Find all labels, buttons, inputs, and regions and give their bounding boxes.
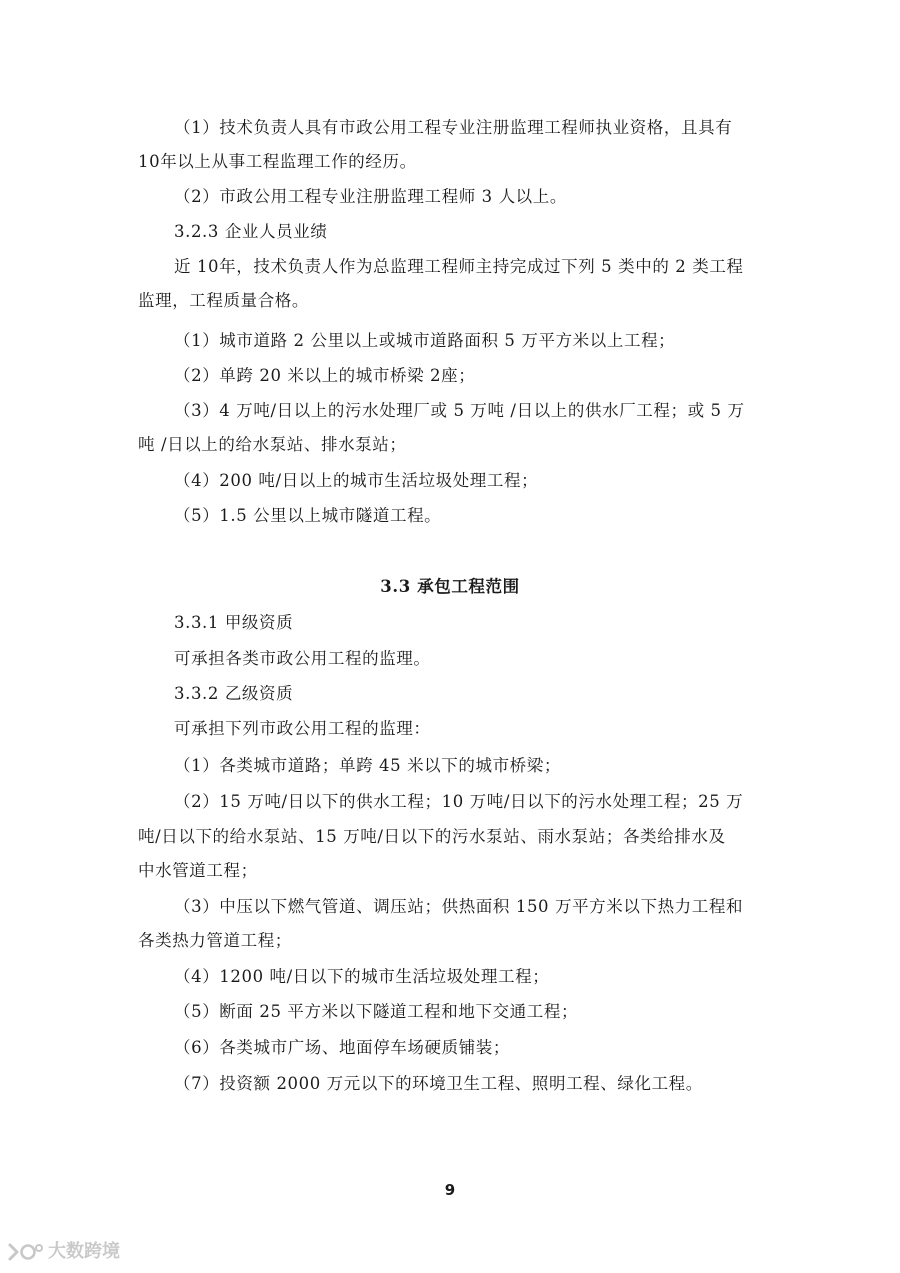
subsection-title: 3.3.1 甲级资质 bbox=[174, 613, 294, 632]
text-line: 各类热力管道工程； bbox=[138, 931, 292, 950]
text-line: 监理，工程质量合格。 bbox=[138, 291, 309, 310]
brand-logo-icon bbox=[6, 1241, 44, 1263]
subsection-title: 3.2.3 企业人员业绩 bbox=[174, 222, 328, 241]
list-item: （3）中压以下燃气管道、调压站；供热面积 150 万平方米以下热力工程和 bbox=[174, 897, 744, 916]
text-line: 近 10年，技术负责人作为总监理工程师主持完成过下列 5 类中的 2 类工程 bbox=[174, 257, 744, 276]
list-item: （2）单跨 20 米以上的城市桥梁 2座； bbox=[174, 366, 476, 385]
list-item: （1）城市道路 2 公里以上或城市道路面积 5 万平方米以上工程； bbox=[174, 331, 676, 350]
list-item: （4）1200 吨/日以下的城市生活垃圾处理工程； bbox=[174, 967, 550, 986]
watermark bbox=[6, 1240, 120, 1264]
list-item: （1）各类城市道路；单跨 45 米以下的城市桥梁； bbox=[174, 756, 561, 775]
section-heading: 3.3 承包工程范围 bbox=[380, 577, 520, 596]
text-line: （1）技术负责人具有市政公用工程专业注册监理工程师执业资格，且具有 bbox=[174, 118, 733, 137]
list-item: （7）投资额 2000 万元以下的环境卫生工程、照明工程、绿化工程。 bbox=[174, 1074, 703, 1093]
list-item: （5）1.5 公里以上城市隧道工程。 bbox=[174, 506, 442, 525]
text-line: （2）市政公用工程专业注册监理工程师 3 人以上。 bbox=[174, 187, 567, 206]
list-item: （2）15 万吨/日以下的供水工程；10 万吨/日以下的污水处理工程；25 万 bbox=[174, 792, 744, 811]
list-item: （5）断面 25 平方米以下隧道工程和地下交通工程； bbox=[174, 1002, 579, 1021]
subsection-title: 3.3.2 乙级资质 bbox=[174, 684, 294, 703]
text-line: 10年以上从事工程监理工作的经历。 bbox=[138, 152, 417, 171]
text-line: 可承担各类市政公用工程的监理。 bbox=[174, 649, 431, 668]
list-item: （3）4 万吨/日以上的污水处理厂或 5 万吨 /日以上的供水厂工程；或 5 万 bbox=[174, 401, 745, 420]
list-item: （6）各类城市广场、地面停车场硬质铺装； bbox=[174, 1038, 510, 1057]
text-line: 中水管道工程； bbox=[138, 861, 258, 880]
text-line: 吨/日以下的给水泵站、15 万吨/日以下的污水泵站、雨水泵站；各类给排水及 bbox=[138, 827, 726, 846]
list-item: （4）200 吨/日以上的城市生活垃圾处理工程； bbox=[174, 471, 539, 490]
text-line: 可承担下列市政公用工程的监理： bbox=[174, 719, 431, 738]
page-number: 9 bbox=[444, 1181, 456, 1199]
watermark-text: 大数跨境 bbox=[48, 1241, 120, 1262]
text-line: 吨 /日以上的给水泵站、排水泵站； bbox=[138, 435, 407, 454]
